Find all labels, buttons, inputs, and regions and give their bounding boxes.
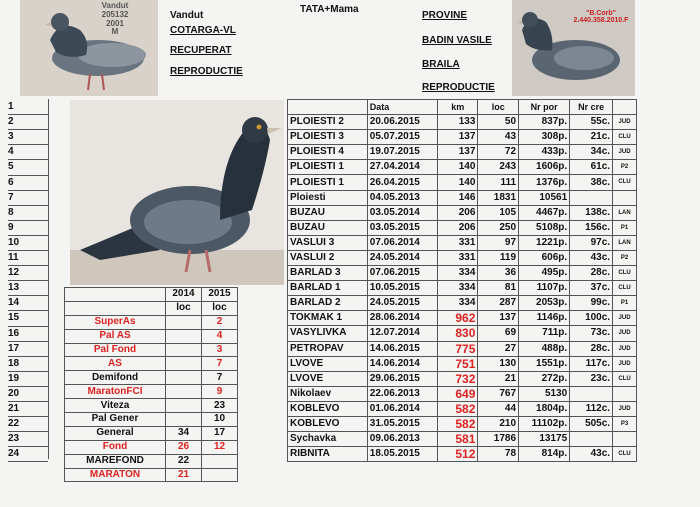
race-date: 29.06.2015 [367, 371, 437, 386]
awards-row [65, 468, 238, 482]
row-number: 15 [8, 312, 20, 324]
race-nr-por: 1221p. [519, 235, 570, 250]
awards-row [65, 413, 238, 427]
race-nr-por: 308p. [519, 130, 570, 145]
race-nr-cre: 37c. [570, 281, 613, 296]
awards-y2014 [166, 385, 202, 399]
race-loc: 767 [478, 386, 519, 401]
race-nr-por: 1376p. [519, 175, 570, 190]
race-category: CLU [613, 130, 637, 145]
row-number: 4 [8, 146, 14, 158]
awards-y2015: 17 [202, 426, 238, 440]
race-nr-cre: 99c. [570, 296, 613, 311]
race-nr-por: 4467p. [519, 205, 570, 220]
sire-info-line: RECUPERAT [170, 45, 232, 56]
race-nr-cre: 38c. [570, 175, 613, 190]
race-row [288, 190, 637, 205]
race-nr-cre: 28c. [570, 266, 613, 281]
race-place: RIBNITA [288, 447, 368, 462]
race-date: 05.07.2015 [367, 130, 437, 145]
race-loc: 130 [478, 356, 519, 371]
col-nr-por: Nr por [519, 100, 570, 115]
dam-photo-caption: "B.Corb" [586, 10, 616, 17]
race-date: 07.06.2014 [367, 235, 437, 250]
race-category: CLU [613, 266, 637, 281]
race-date: 26.04.2015 [367, 175, 437, 190]
race-km: 133 [438, 115, 478, 130]
row-number: 3 [8, 131, 14, 143]
col-nr-cre: Nr cre [570, 100, 613, 115]
race-km: 140 [438, 175, 478, 190]
race-km: 140 [438, 160, 478, 175]
row-number: 1 [8, 101, 14, 112]
race-km: 137 [438, 145, 478, 160]
row-number: 16 [8, 327, 20, 339]
race-category: P2 [613, 250, 637, 265]
awards-y2014 [166, 315, 202, 329]
race-date: 14.06.2014 [367, 356, 437, 371]
awards-y2015: 3 [202, 343, 238, 357]
awards-y2015: 9 [202, 385, 238, 399]
race-nr-cre: 21c. [570, 130, 613, 145]
race-category: P1 [613, 296, 637, 311]
race-loc: 111 [478, 175, 519, 190]
awards-name: AS [65, 357, 166, 371]
race-nr-cre: 117c. [570, 356, 613, 371]
awards-table [64, 287, 238, 482]
race-place: Nikolaev [288, 386, 368, 401]
race-row [288, 205, 637, 220]
awards-header-row [65, 288, 238, 302]
race-km: 830 [438, 326, 478, 341]
race-loc: 21 [478, 371, 519, 386]
row-number: 10 [8, 236, 20, 248]
race-km: 334 [438, 296, 478, 311]
race-row [288, 281, 637, 296]
race-category: JUD [613, 356, 637, 371]
race-km: 331 [438, 250, 478, 265]
race-km: 512 [438, 447, 478, 462]
row-number: 11 [8, 252, 19, 263]
race-nr-por: 10561 [519, 190, 570, 205]
race-km: 649 [438, 386, 478, 401]
col-km: km [438, 100, 478, 115]
awards-subheader-cell: loc [166, 301, 202, 315]
row-number: 19 [8, 372, 20, 384]
sire-info [170, 10, 243, 78]
race-category: LAN [613, 205, 637, 220]
race-loc: 250 [478, 220, 519, 235]
row-number: 14 [8, 297, 20, 309]
row-number: 13 [8, 282, 20, 294]
race-nr-cre: 61c. [570, 160, 613, 175]
awards-y2015 [202, 468, 238, 482]
awards-name: Pal AS [65, 329, 166, 343]
race-nr-por: 711p. [519, 326, 570, 341]
awards-name: SuperAs [65, 315, 166, 329]
race-row [288, 371, 637, 386]
race-place: LVOVE [288, 371, 368, 386]
awards-y2014 [166, 357, 202, 371]
race-category: CLU [613, 371, 637, 386]
row-number: 12 [8, 267, 20, 279]
race-nr-cre: 97c. [570, 235, 613, 250]
awards-y2014: 34 [166, 426, 202, 440]
race-row [288, 175, 637, 190]
race-nr-cre: 34c. [570, 145, 613, 160]
race-nr-cre: 28c. [570, 341, 613, 356]
race-row [288, 386, 637, 401]
race-nr-por: 495p. [519, 266, 570, 281]
sire-photo-line: Vandut [101, 1, 129, 10]
awards-row [65, 343, 238, 357]
awards-col-2015: 2015 [202, 288, 238, 302]
race-date: 03.05.2014 [367, 205, 437, 220]
race-row [288, 266, 637, 281]
sire-info-line: REPRODUCTIE [170, 65, 243, 77]
sire-photo-line: 2001 [106, 18, 124, 28]
dam-info-line: BADIN VASILE [422, 34, 492, 46]
awards-y2015: 23 [202, 399, 238, 413]
race-nr-por: 837p. [519, 115, 570, 130]
awards-col-title [65, 288, 166, 302]
race-category [613, 190, 637, 205]
race-row [288, 447, 637, 462]
race-place: PLOIESTI 2 [288, 115, 368, 130]
main-pigeon-photo [70, 100, 284, 285]
awards-name: Demifond [65, 371, 166, 385]
race-row [288, 250, 637, 265]
race-category: LAN [613, 235, 637, 250]
race-date: 10.05.2015 [367, 281, 437, 296]
race-category: P1 [613, 220, 637, 235]
awards-subheader-cell [65, 301, 166, 315]
race-row [288, 115, 637, 130]
sire-photo-line: 205132 [101, 9, 129, 19]
awards-y2014 [166, 399, 202, 413]
race-loc: 81 [478, 281, 519, 296]
race-date: 24.05.2015 [367, 296, 437, 311]
race-km: 137 [438, 130, 478, 145]
race-row [288, 341, 637, 356]
awards-y2015: 2 [202, 315, 238, 329]
race-place: PLOIESTI 3 [288, 130, 368, 145]
race-date: 03.05.2015 [367, 220, 437, 235]
awards-name: MARATON [65, 468, 166, 482]
awards-name: Fond [65, 440, 166, 454]
awards-row [65, 454, 238, 468]
race-loc: 105 [478, 205, 519, 220]
main-pigeon-image [70, 100, 284, 285]
race-loc: 137 [478, 311, 519, 326]
race-date: 31.05.2015 [367, 416, 437, 431]
race-place: VASYLIVKA [288, 326, 368, 341]
awards-y2014: 22 [166, 454, 202, 468]
row-number: 18 [8, 357, 20, 369]
awards-y2014 [166, 343, 202, 357]
race-category: JUD [613, 326, 637, 341]
race-category [613, 386, 637, 401]
race-results-table [287, 99, 637, 462]
row-number: 5 [8, 161, 14, 173]
awards-row [65, 329, 238, 343]
sire-photo-line: M [111, 27, 119, 37]
race-loc: 36 [478, 266, 519, 281]
race-date: 22.06.2013 [367, 386, 437, 401]
race-nr-por: 1551p. [519, 356, 570, 371]
race-date: 04.05.2013 [367, 190, 437, 205]
awards-y2015: 10 [202, 413, 238, 427]
row-number: 22 [8, 418, 20, 430]
row-number: 8 [8, 206, 14, 218]
col-loc: loc [478, 100, 519, 115]
awards-row [65, 315, 238, 329]
race-row [288, 432, 637, 447]
race-place: BARLAD 1 [288, 281, 368, 296]
race-nr-cre: 156c. [570, 220, 613, 235]
race-place: PLOIESTI 4 [288, 145, 368, 160]
race-nr-por: 11102p. [519, 416, 570, 431]
race-nr-cre: 55c. [570, 115, 613, 130]
row-number: 7 [8, 191, 14, 203]
race-category: P3 [613, 416, 637, 431]
race-nr-por: 433p. [519, 145, 570, 160]
race-place: BUZAU [288, 205, 368, 220]
race-row [288, 326, 637, 341]
awards-y2014: 21 [166, 468, 202, 482]
race-place: BUZAU [288, 220, 368, 235]
race-nr-cre [570, 386, 613, 401]
race-row [288, 296, 637, 311]
race-row [288, 356, 637, 371]
awards-col-2014: 2014 [166, 288, 202, 302]
race-category: JUD [613, 341, 637, 356]
race-loc: 1786 [478, 432, 519, 447]
awards-subheader-row [65, 301, 238, 315]
awards-row [65, 440, 238, 454]
race-row [288, 416, 637, 431]
race-nr-cre: 43c. [570, 447, 613, 462]
awards-y2015: 7 [202, 357, 238, 371]
race-km: 331 [438, 235, 478, 250]
dam-info [422, 10, 495, 94]
sire-info-line: Vandut [170, 10, 204, 21]
awards-y2015 [202, 454, 238, 468]
race-place: Ploiesti [288, 190, 368, 205]
race-km: 334 [438, 266, 478, 281]
race-date: 12.07.2014 [367, 326, 437, 341]
race-loc: 69 [478, 326, 519, 341]
race-loc: 50 [478, 115, 519, 130]
dam-info-line: REPRODUCTIE [422, 81, 495, 93]
dam-info-line: BRAILA [422, 59, 460, 70]
race-nr-cre [570, 432, 613, 447]
race-category: JUD [613, 311, 637, 326]
race-date: 18.05.2015 [367, 447, 437, 462]
col-place [288, 100, 368, 115]
awards-row [65, 371, 238, 385]
awards-row [65, 399, 238, 413]
awards-row [65, 357, 238, 371]
race-row [288, 401, 637, 416]
awards-y2014 [166, 329, 202, 343]
race-place: PLOIESTI 1 [288, 175, 368, 190]
awards-name: Pal Gener [65, 413, 166, 427]
awards-y2014 [166, 371, 202, 385]
race-date: 09.06.2013 [367, 432, 437, 447]
awards-name: MaratonFCI [65, 385, 166, 399]
race-loc: 1831 [478, 190, 519, 205]
race-loc: 27 [478, 341, 519, 356]
race-row [288, 160, 637, 175]
race-date: 20.06.2015 [367, 115, 437, 130]
race-nr-cre: 73c. [570, 326, 613, 341]
race-date: 24.05.2014 [367, 250, 437, 265]
race-category: CLU [613, 281, 637, 296]
race-nr-cre: 100c. [570, 311, 613, 326]
race-date: 14.06.2015 [367, 341, 437, 356]
dam-photo [512, 0, 635, 96]
race-date: 07.06.2015 [367, 266, 437, 281]
race-row [288, 220, 637, 235]
race-loc: 210 [478, 416, 519, 431]
awards-subheader-cell: loc [202, 301, 238, 315]
race-category: P2 [613, 160, 637, 175]
race-category [613, 432, 637, 447]
row-number: 2 [8, 116, 14, 128]
race-nr-por: 1804p. [519, 401, 570, 416]
col-date: Data [367, 100, 437, 115]
row-number: 6 [8, 176, 14, 188]
race-nr-cre: 23c. [570, 371, 613, 386]
race-date: 19.07.2015 [367, 145, 437, 160]
race-km: 582 [438, 416, 478, 431]
race-km: 146 [438, 190, 478, 205]
awards-row [65, 426, 238, 440]
race-place: PETROPAV [288, 341, 368, 356]
row-number: 20 [8, 387, 20, 399]
race-loc: 44 [478, 401, 519, 416]
row-number: 21 [8, 403, 20, 414]
race-km: 206 [438, 220, 478, 235]
race-place: LVOVE [288, 356, 368, 371]
race-category: JUD [613, 401, 637, 416]
awards-row [65, 385, 238, 399]
awards-name: MAREFOND [65, 454, 166, 468]
race-km: 581 [438, 432, 478, 447]
race-place: TOKMAK 1 [288, 311, 368, 326]
race-place: VASLUI 2 [288, 250, 368, 265]
race-km: 732 [438, 371, 478, 386]
sire-photo [20, 0, 158, 96]
race-place: Sychavka [288, 432, 368, 447]
race-loc: 287 [478, 296, 519, 311]
race-nr-por: 13175 [519, 432, 570, 447]
awards-y2015: 12 [202, 440, 238, 454]
race-row [288, 145, 637, 160]
dam-info-line: PROVINE [422, 10, 468, 21]
race-header-row [288, 100, 637, 115]
awards-y2015: 4 [202, 329, 238, 343]
race-category: JUD [613, 115, 637, 130]
race-row [288, 130, 637, 145]
race-category: CLU [613, 447, 637, 462]
row-number: 23 [8, 433, 20, 445]
dam-photo-caption: 2.440.358.2010.F [573, 17, 629, 24]
race-loc: 78 [478, 447, 519, 462]
race-place: BARLAD 2 [288, 296, 368, 311]
race-km: 334 [438, 281, 478, 296]
race-place: PLOIESTI 1 [288, 160, 368, 175]
race-loc: 72 [478, 145, 519, 160]
race-km: 582 [438, 401, 478, 416]
awards-y2014 [166, 413, 202, 427]
awards-name: General [65, 426, 166, 440]
race-nr-por: 272p. [519, 371, 570, 386]
race-nr-por: 606p. [519, 250, 570, 265]
race-nr-por: 814p. [519, 447, 570, 462]
race-nr-por: 488p. [519, 341, 570, 356]
row-number: 24 [8, 448, 20, 460]
row-number: 17 [8, 342, 20, 354]
race-place: KOBLEVO [288, 416, 368, 431]
race-nr-cre: 112c. [570, 401, 613, 416]
race-nr-cre: 43c. [570, 250, 613, 265]
race-loc: 119 [478, 250, 519, 265]
race-nr-por: 1146p. [519, 311, 570, 326]
race-row [288, 235, 637, 250]
race-nr-por: 1606p. [519, 160, 570, 175]
race-date: 28.06.2014 [367, 311, 437, 326]
race-category: JUD [613, 145, 637, 160]
awards-name: Pal Fond [65, 343, 166, 357]
race-loc: 43 [478, 130, 519, 145]
race-place: KOBLEVO [288, 401, 368, 416]
parents-label: TATA+Mama [300, 4, 359, 15]
race-nr-por: 1107p. [519, 281, 570, 296]
race-km: 775 [438, 341, 478, 356]
awards-y2014: 26 [166, 440, 202, 454]
awards-name: Viteza [65, 399, 166, 413]
race-nr-cre: 505c. [570, 416, 613, 431]
col-category [613, 100, 637, 115]
race-date: 27.04.2014 [367, 160, 437, 175]
sire-info-line: COTARGA-VL [170, 24, 236, 36]
race-km: 962 [438, 311, 478, 326]
race-row [288, 311, 637, 326]
race-place: VASLUI 3 [288, 235, 368, 250]
race-loc: 97 [478, 235, 519, 250]
awards-y2015: 7 [202, 371, 238, 385]
race-place: BARLAD 3 [288, 266, 368, 281]
race-date: 01.06.2014 [367, 401, 437, 416]
race-nr-cre: 138c. [570, 205, 613, 220]
race-nr-cre [570, 190, 613, 205]
race-loc: 243 [478, 160, 519, 175]
race-nr-por: 5130 [519, 386, 570, 401]
row-number: 9 [8, 221, 14, 233]
race-nr-por: 2053p. [519, 296, 570, 311]
race-category: CLU [613, 175, 637, 190]
race-nr-por: 5108p. [519, 220, 570, 235]
race-km: 206 [438, 205, 478, 220]
race-km: 751 [438, 356, 478, 371]
